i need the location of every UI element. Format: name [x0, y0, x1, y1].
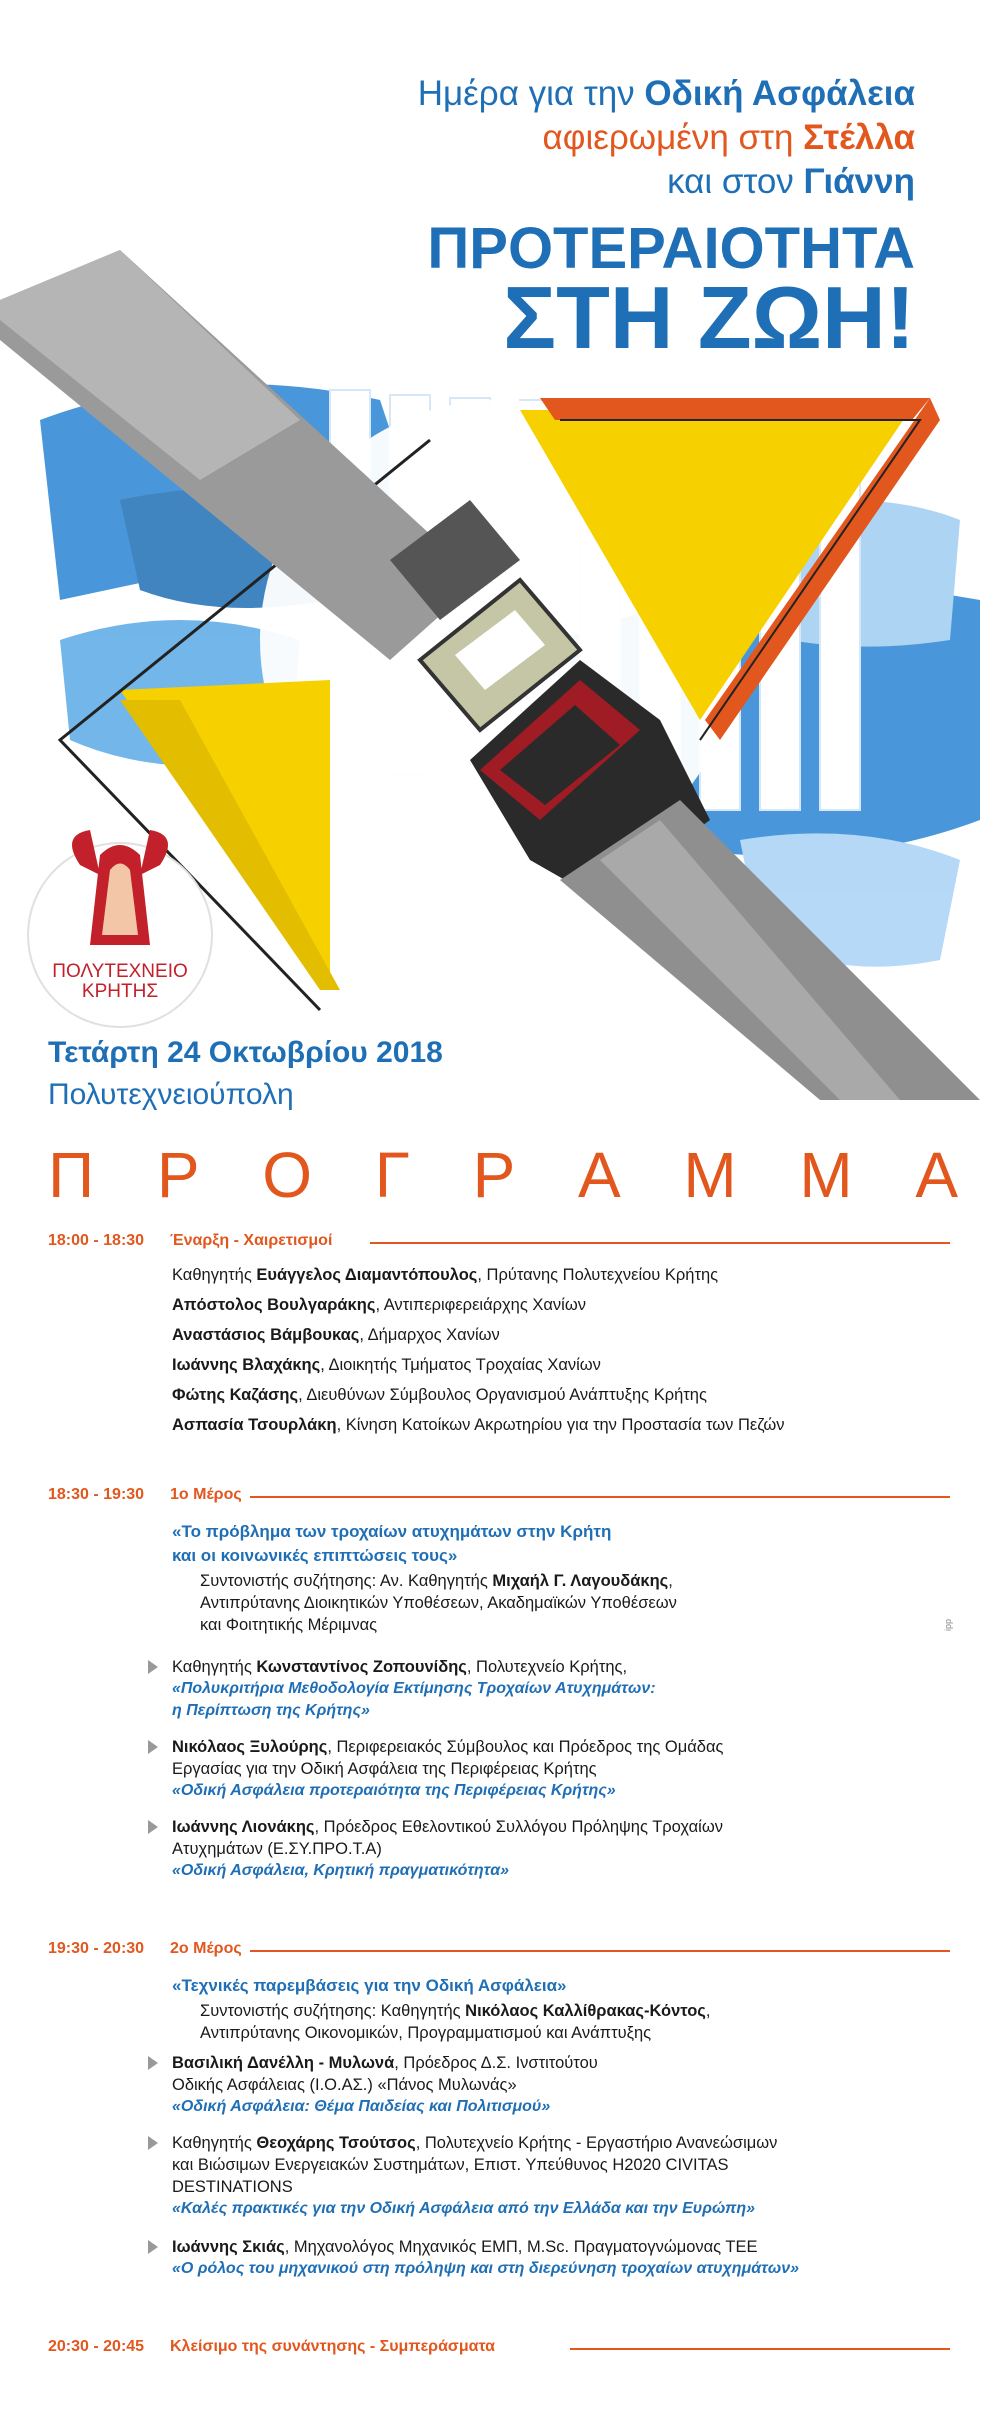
- speaker-line: Απόστολος Βουλγαράκης, Αντιπεριφερειάρχης Χανίων: [172, 1296, 586, 1314]
- speaker-role: και Βιώσιμων Ενεργειακών Συστημάτων, Επιστ. Υπεύθυνος H2020 CIVITAS: [172, 2156, 729, 2174]
- programme-letter: Μ: [683, 1139, 737, 1211]
- section-time: 18:00 - 18:30: [48, 1232, 145, 1249]
- talk-title: η Περίπτωση της Κρήτης»: [172, 1702, 370, 1719]
- section-title: Έναρξη - Χαιρετισμοί: [170, 1232, 338, 1250]
- bullet-triangle-icon: [148, 2240, 158, 2254]
- moderator-line: Συντονιστής συζήτησης: Καθηγητής Νικόλαος Καλλίθρακας-Κόντος,: [200, 2002, 711, 2020]
- logo-text-line-1: ΠΟΛΥΤΕΧΝΕΙΟ: [52, 961, 188, 982]
- programme-letter: Ο: [262, 1139, 313, 1211]
- speaker-line: Ιωάννης Βλαχάκης, Διοικητής Τμήματος Τροχαίας Χανίων: [172, 1356, 601, 1374]
- programme-letter: Α: [577, 1139, 621, 1211]
- section-rule: [250, 1496, 950, 1498]
- bullet-triangle-icon: [148, 1740, 158, 1754]
- talk-title: «Καλές πρακτικές για την Οδική Ασφάλεια από την Ελλάδα και την Ευρώπη»: [172, 2200, 756, 2217]
- programme-letter: Μ: [799, 1139, 853, 1211]
- section-title: Κλείσιμο της συνάντησης - Συμπεράσματα: [170, 2338, 501, 2356]
- speaker-role: DESTINATIONS: [172, 2178, 293, 2196]
- talk-title: «Οδική Ασφάλεια προτεραιότητα της Περιφέρειας Κρήτης»: [172, 1782, 616, 1799]
- header-line-3: και στον Γιάννη: [667, 162, 915, 201]
- speaker-line: Ιωάννης Λιονάκης, Πρόεδρος Εθελοντικού Συλλόγου Πρόληψης Τροχαίων: [172, 1818, 723, 1836]
- header-line-2: αφιερωμένη στη Στέλλα: [542, 118, 915, 157]
- event-place: Πολυτεχνειούπολη: [48, 1078, 294, 1111]
- speaker-line: Βασιλική Δανέλλη - Μυλωνά, Πρόεδρος Δ.Σ. Ινστιτούτου: [172, 2054, 598, 2072]
- bullet-triangle-icon: [148, 2136, 158, 2150]
- section-rule: [370, 1242, 950, 1244]
- speaker-role: Ατυχημάτων (Ε.ΣΥ.ΠΡΟ.Τ.Α): [172, 1840, 382, 1858]
- section-time: 20:30 - 20:45: [48, 2338, 145, 2355]
- speaker-role: Εργασίας για την Οδική Ασφάλεια της Περιφέρειας Κρήτης: [172, 1760, 597, 1778]
- talk-title: «Ο ρόλος του μηχανικού στη πρόληψη και στη διερεύνηση τροχαίων ατυχημάτων»: [172, 2260, 800, 2277]
- bullet-triangle-icon: [148, 1660, 158, 1674]
- speaker-line: Καθηγητής Ευάγγελος Διαμαντόπουλος, Πρύτανης Πολυτεχνείου Κρήτης: [172, 1266, 719, 1284]
- event-date: Τετάρτη 24 Οκτωβρίου 2018: [48, 1036, 443, 1069]
- programme-letter: Α: [915, 1139, 958, 1211]
- section-time: 19:30 - 20:30: [48, 1940, 145, 1957]
- speaker-line: Φώτης Καζάσης, Διευθύνων Σύμβουλος Οργανισμού Ανάπτυξης Κρήτης: [172, 1386, 707, 1404]
- speaker-role: Οδικής Ασφάλειας (Ι.Ο.ΑΣ.) «Πάνος Μυλωνάς»: [172, 2076, 517, 2094]
- section-title: 1ο Μέρος: [170, 1486, 248, 1504]
- moderator-role: Αντιπρύτανης Διοικητικών Υποθέσεων, Ακαδημαϊκών Υποθέσεων: [200, 1594, 677, 1612]
- moderator-role: και Φοιτητικής Μέριμνας: [200, 1616, 378, 1634]
- hero-artwork: [0, 0, 1000, 1100]
- bullet-triangle-icon: [148, 1820, 158, 1834]
- bullet-triangle-icon: [148, 2056, 158, 2070]
- speaker-line: Αναστάσιος Βάμβουκας, Δήμαρχος Χανίων: [172, 1326, 500, 1344]
- programme-title: [48, 1138, 958, 1212]
- topic-title: «Τεχνικές παρεμβάσεις για την Οδική Ασφάλεια»: [172, 1976, 567, 1995]
- speaker-line: Ασπασία Τσουρλάκη, Κίνηση Κατοίκων Ακρωτηρίου για την Προστασία των Πεζών: [172, 1416, 785, 1434]
- speaker-line: Καθηγητής Κωνσταντίνος Ζοπουνίδης, Πολυτεχνείο Κρήτης,: [172, 1658, 628, 1676]
- topic-title: «Το πρόβλημα των τροχαίων ατυχημάτων στην Κρήτη: [172, 1522, 612, 1541]
- slogan-line-2: ΣΤΗ ΖΩΗ!: [503, 268, 915, 367]
- programme-letter: Π: [48, 1139, 95, 1211]
- speaker-line: Ιωάννης Σκιάς, Μηχανολόγος Μηχανικός ΕΜΠ, M.Sc. Πραγματογνώμονας ΤΕΕ: [172, 2238, 758, 2256]
- speaker-line: Νικόλαος Ξυλούρης, Περιφερειακός Σύμβουλος και Πρόεδρος της Ομάδας: [172, 1738, 724, 1756]
- designer-credit: ipp: [943, 1618, 954, 1632]
- section-time: 18:30 - 19:30: [48, 1486, 145, 1503]
- moderator-role: Αντιπρύτανης Οικονομικών, Προγραμματισμού και Ανάπτυξης: [200, 2024, 652, 2042]
- section-rule: [250, 1950, 950, 1952]
- programme-letter: Ρ: [472, 1139, 516, 1211]
- topic-title: και οι κοινωνικές επιπτώσεις τους»: [172, 1546, 458, 1565]
- moderator-line: Συντονιστής συζήτησης: Αν. Καθηγητής Μιχαήλ Γ. Λαγουδάκης,: [200, 1572, 673, 1590]
- talk-title: «Οδική Ασφάλεια: Θέμα Παιδείας και Πολιτισμού»: [172, 2098, 551, 2115]
- slogan-line-1: ΠΡΟΤΕΡΑΙΟΤΗΤΑ: [427, 216, 915, 281]
- programme-letter: Γ: [374, 1139, 410, 1211]
- section-rule: [570, 2348, 950, 2350]
- logo-text-line-2: ΚΡΗΤΗΣ: [81, 981, 159, 1002]
- speaker-line: Καθηγητής Θεοχάρης Τσούτσος, Πολυτεχνείο Κρήτης - Εργαστήριο Ανανεώσιμων: [172, 2134, 778, 2152]
- header-line-1: Ημέρα για την Οδική Ασφάλεια: [417, 74, 915, 113]
- section-title: 2ο Μέρος: [170, 1940, 248, 1958]
- talk-title: «Οδική Ασφάλεια, Κρητική πραγματικότητα»: [172, 1862, 510, 1879]
- talk-title: «Πολυκριτήρια Μεθοδολογία Εκτίμησης Τροχαίων Ατυχημάτων:: [172, 1680, 656, 1697]
- programme-letter: Ρ: [156, 1139, 200, 1211]
